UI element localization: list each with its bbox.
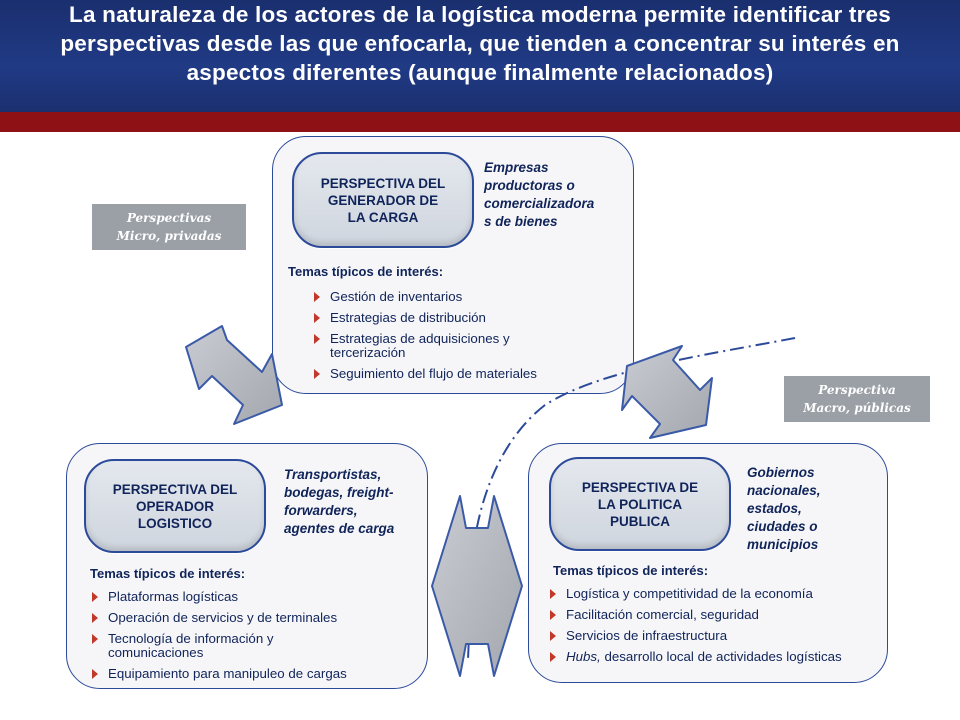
tag-micro-line2: Micro, privadas xyxy=(116,229,222,243)
list-item: Seguimiento del flujo de materiales xyxy=(312,367,612,381)
pill-politica-line2: LA POLITICA xyxy=(597,496,683,512)
desc-politica-line5: municipios xyxy=(747,537,819,552)
page-title: La naturaleza de los actores de la logística moderna permite identificar tres perspectivas desde las que enfocarla, que tienden a concentrar su interés en aspectos diferentes (aunque finalmente relacionados) xyxy=(60,2,900,85)
desc-generador-line2: productoras o xyxy=(484,178,575,193)
double-arrow-left-icon xyxy=(186,326,282,424)
desc-operador-line1: Transportistas, xyxy=(284,467,382,482)
desc-politica-line4: ciudades o xyxy=(747,519,818,534)
pill-operador-line2: OPERADOR xyxy=(135,498,214,514)
desc-operador-line2: bodegas, freight- xyxy=(284,485,394,500)
double-arrow-right-icon xyxy=(622,346,712,438)
desc-generador-line4: s de bienes xyxy=(484,214,558,229)
desc-operador-line4: agentes de carga xyxy=(284,521,395,536)
pill-operador-line3: LOGISTICO xyxy=(137,515,213,531)
desc-politica-line1: Gobiernos xyxy=(747,465,815,480)
desc-politica-line2: nacionales, xyxy=(747,483,821,498)
list-item: Tecnología de información y comunicaciones xyxy=(90,632,410,660)
list-item: Hubs, desarrollo local de actividades logísticas xyxy=(548,650,878,664)
temas-operador: Temas típicos de interés: xyxy=(90,566,246,581)
tag-micro-line1: Perspectivas xyxy=(126,211,212,225)
temas-generador: Temas típicos de interés: xyxy=(288,264,444,279)
pill-operador-line1: PERSPECTIVA DEL xyxy=(112,481,238,497)
list-item: Operación de servicios y de terminales xyxy=(90,611,410,625)
list-item: Logística y competitividad de la economía xyxy=(548,587,878,601)
list-item: Servicios de infraestructura xyxy=(548,629,878,643)
desc-operador-line3: forwarders, xyxy=(284,503,358,518)
list-item: Facilitación comercial, seguridad xyxy=(548,608,878,622)
list-item: Estrategias de adquisiciones y tercerización xyxy=(312,332,612,360)
pill-politica-line1: PERSPECTIVA DE xyxy=(581,479,699,495)
pill-generador-line2: GENERADOR DE xyxy=(327,192,439,208)
pill-politica-line3: PUBLICA xyxy=(610,513,670,529)
tag-macro-line2: Macro, públicas xyxy=(803,401,911,415)
pill-generador-line3: LA CARGA xyxy=(347,209,419,225)
pill-generador-line1: PERSPECTIVA DEL xyxy=(320,175,446,191)
hubs-word: Hubs, xyxy=(566,649,601,664)
list-item: Equipamiento para manipuleo de cargas xyxy=(90,667,410,681)
desc-politica-line3: estados, xyxy=(747,501,802,516)
list-item: Plataformas logísticas xyxy=(90,590,410,604)
desc-generador-line3: comercializadora xyxy=(484,196,595,211)
temas-politica: Temas típicos de interés: xyxy=(553,563,709,578)
list-item: Gestión de inventarios xyxy=(312,290,612,304)
list-item: Estrategias de distribución xyxy=(312,311,612,325)
desc-generador-line1: Empresas xyxy=(484,160,549,175)
tag-macro-line1: Perspectiva xyxy=(818,383,896,397)
